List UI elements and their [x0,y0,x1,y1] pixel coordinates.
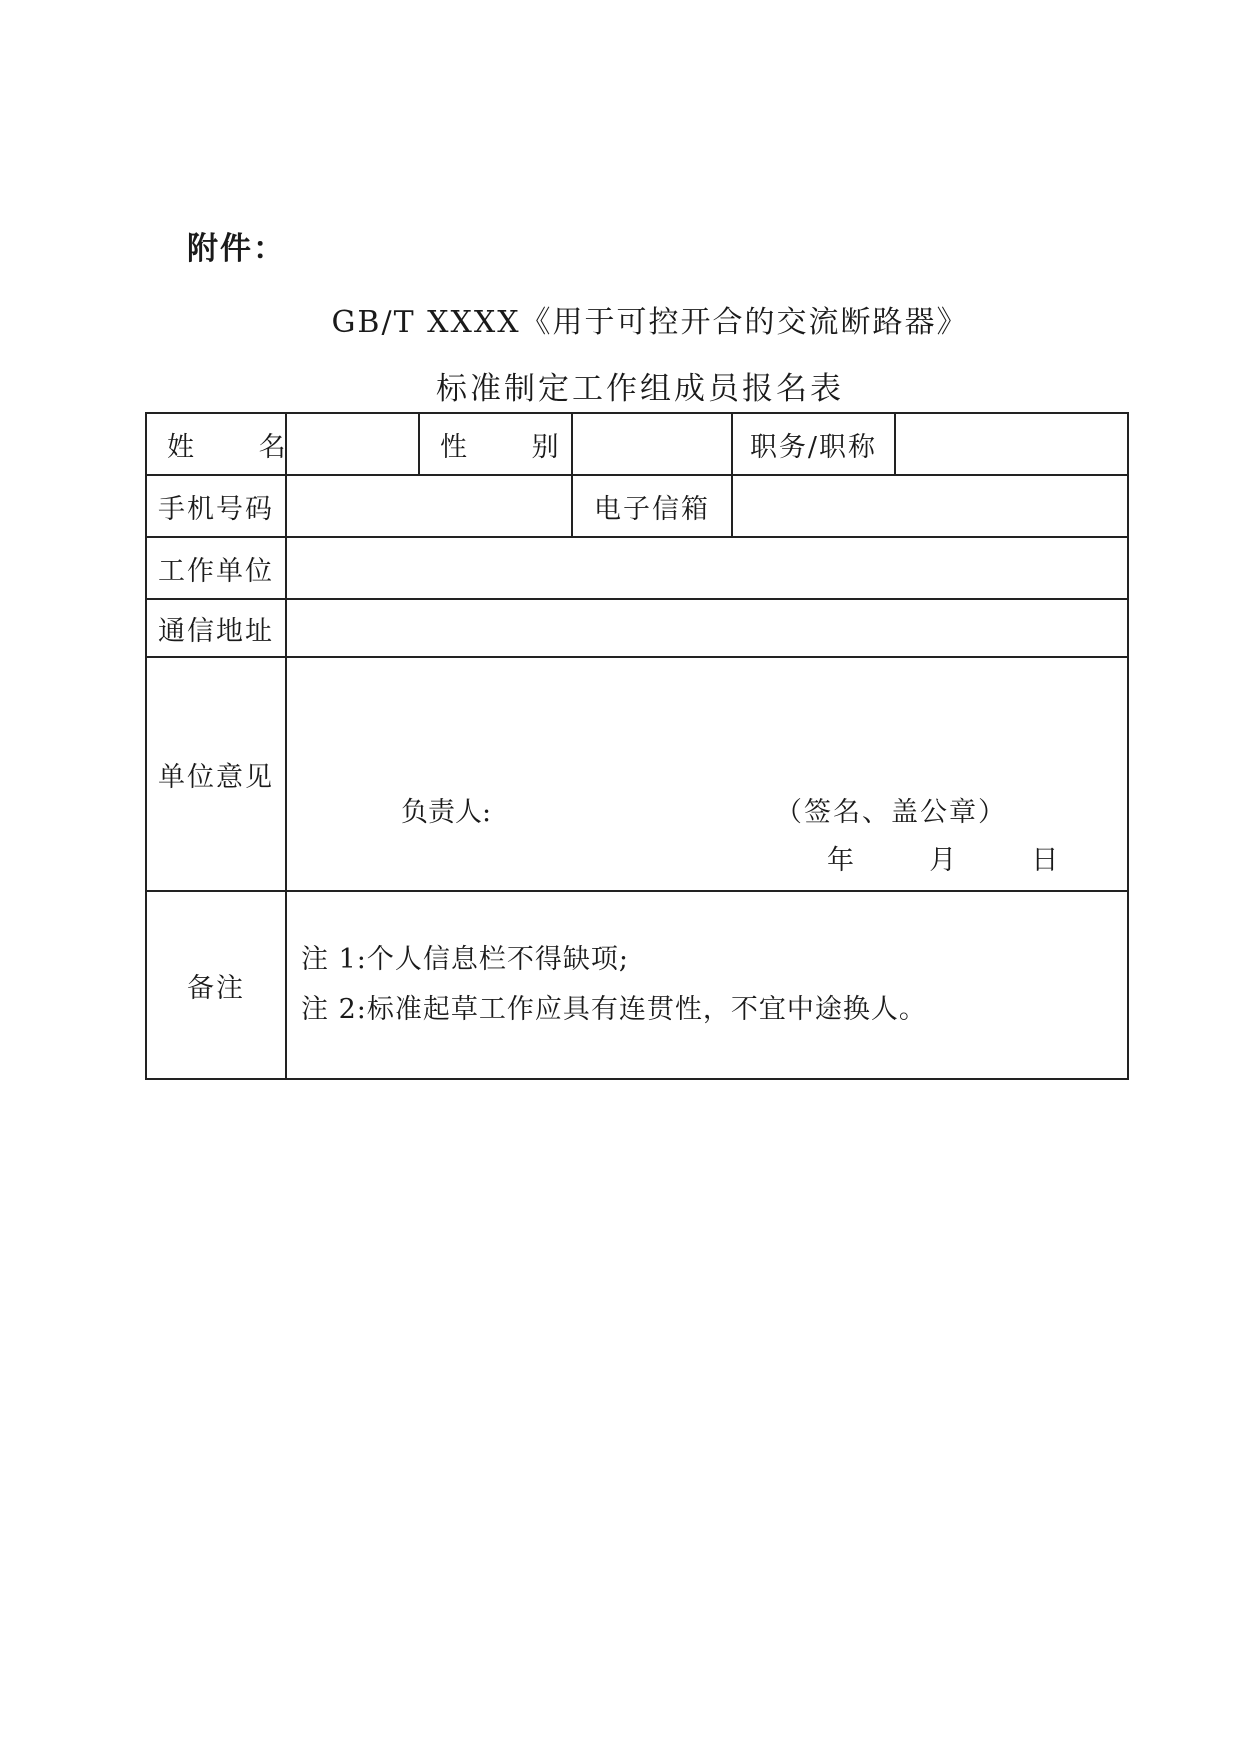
gender-field[interactable] [572,413,732,475]
phone-label: 手机号码 [146,475,286,537]
form-row-contact [146,475,1128,537]
date-month-label: 月 [929,845,957,876]
document-title: GB/T XXXX《用于可控开合的交流断路器》 [331,305,969,340]
registration-form-table [145,412,1129,1080]
address-label: 通信地址 [146,599,286,657]
date-year-label: 年 [827,845,854,876]
organization-label: 工作单位 [146,537,286,599]
signature-seal-label: （签名、盖公章） [775,797,1007,828]
email-field[interactable] [732,475,1128,537]
form-row-remarks [146,891,1128,1079]
position-label: 职务/职称 [732,413,895,475]
address-field[interactable] [286,599,1128,657]
responsible-person-label: 负责人: [401,797,492,828]
note-1: 注 1:个人信息栏不得缺项; [301,944,629,975]
form-row-address [146,599,1128,657]
attachment-label: 附件： [187,231,286,267]
document-subtitle: 标准制定工作组成员报名表 [436,371,844,407]
date-line [827,838,1058,877]
opinion-field[interactable] [286,657,1128,891]
form-row-opinion [146,657,1128,891]
position-field[interactable] [895,413,1128,475]
organization-field[interactable] [286,537,1128,599]
opinion-label: 单位意见 [146,657,286,891]
form-row-organization [146,537,1128,599]
note-2: 注 2:标准起草工作应具有连贯性，不宜中途换人。 [301,994,927,1025]
phone-field[interactable] [286,475,572,537]
date-day-label: 日 [1031,845,1059,876]
gender-label: 性 别 [419,413,572,475]
remarks-field [286,891,1128,1079]
email-label: 电子信箱 [572,475,732,537]
name-label: 姓 名 [146,413,286,475]
remarks-label: 备注 [146,891,286,1079]
form-row-basic [146,413,1128,475]
